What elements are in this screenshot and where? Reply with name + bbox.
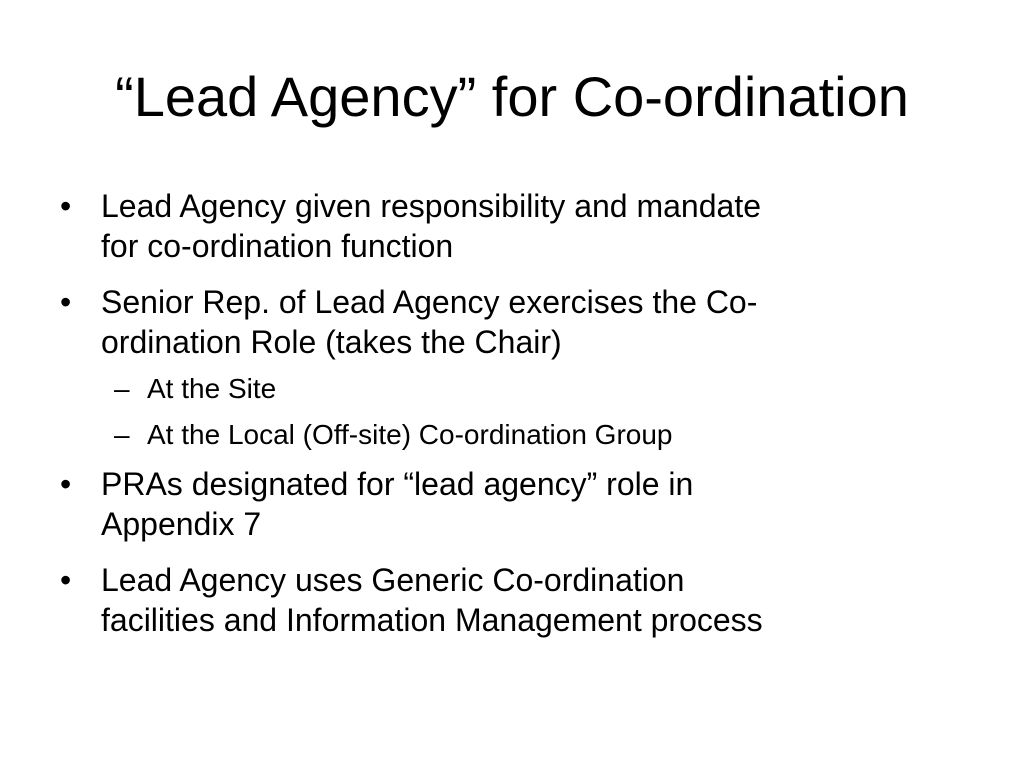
sub-bullet-marker: – — [114, 419, 130, 450]
bullet-marker: • — [60, 284, 72, 320]
bullet-text-line: Lead Agency uses Generic Co-ordination — [101, 562, 685, 598]
bullet-item-4 — [58, 560, 958, 640]
sub-bullet-marker: – — [114, 373, 130, 404]
bullet-item-3 — [58, 464, 958, 544]
bullet-marker: • — [60, 188, 72, 224]
bullet-text-line: PRAs designated for “lead agency” role in — [101, 466, 694, 502]
slide-title: “Lead Agency” for Co-ordination — [115, 65, 909, 128]
bullet-text-line: Lead Agency given responsibility and mandate — [101, 188, 761, 224]
bullet-item-1 — [58, 186, 958, 266]
bullet-text-line: Senior Rep. of Lead Agency exercises the Co- — [101, 284, 758, 320]
bullet-item-2 — [58, 282, 958, 362]
bullet-text-line: ordination Role (takes the Chair) — [101, 324, 562, 360]
bullet-marker: • — [60, 562, 72, 598]
bullet-text-line: facilities and Information Management process — [101, 602, 763, 638]
sub-bullet-item-1 — [58, 374, 958, 404]
bullet-text-line: for co-ordination function — [101, 228, 454, 264]
bullet-list — [58, 186, 958, 656]
sub-bullet-text: At the Site — [147, 373, 277, 404]
sub-bullet-text: At the Local (Off-site) Co-ordination Group — [147, 419, 673, 450]
sub-bullet-item-2 — [58, 420, 958, 450]
bullet-marker: • — [60, 466, 72, 502]
bullet-text-line: Appendix 7 — [101, 506, 262, 542]
